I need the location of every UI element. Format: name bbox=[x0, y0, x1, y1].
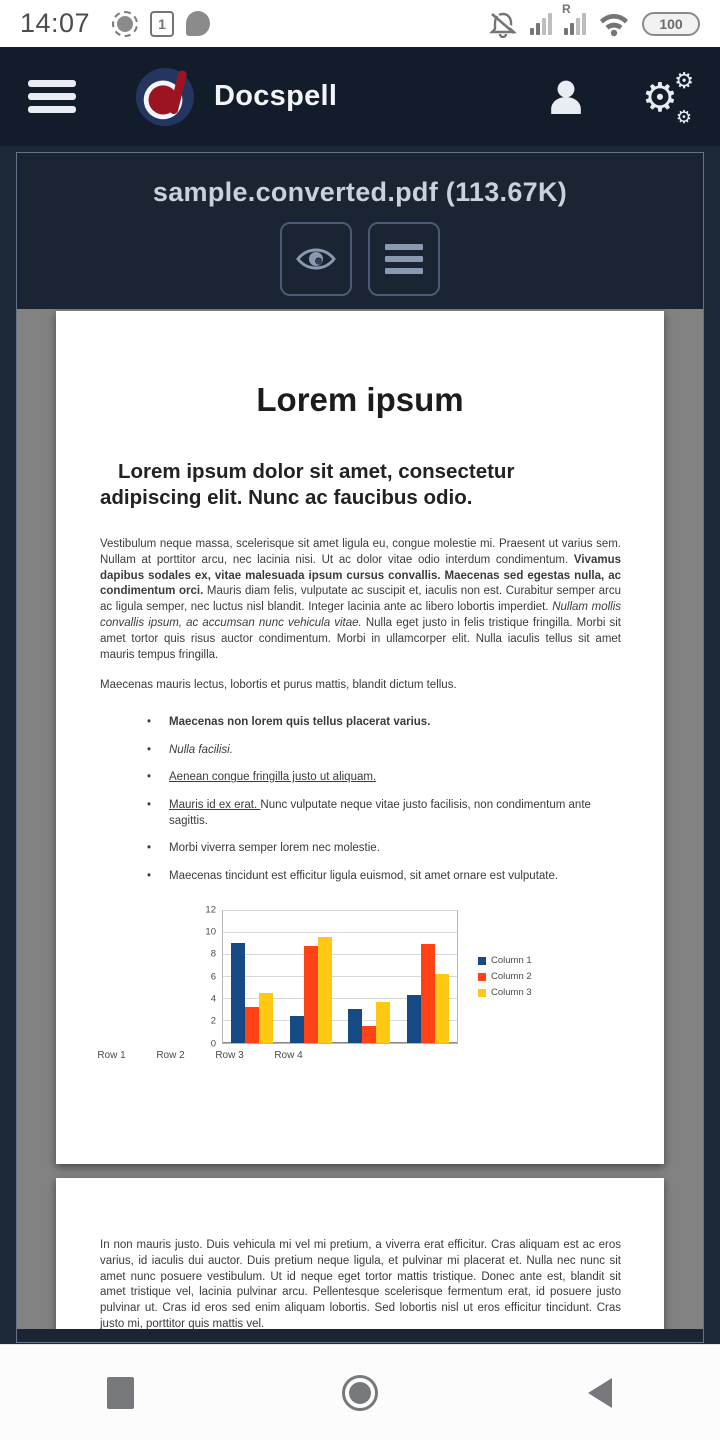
chart-y-tick: 10 bbox=[205, 926, 216, 938]
chart-y-tick: 4 bbox=[210, 993, 216, 1005]
chart-bar-group bbox=[340, 911, 399, 1043]
chart-y-tick: 12 bbox=[205, 904, 216, 916]
notification-icons bbox=[112, 11, 210, 37]
signal-bars-icon bbox=[530, 13, 552, 35]
chart-x-label: Row 4 bbox=[274, 1049, 303, 1061]
list-item: • Maecenas non lorem quis tellus placerat varius. bbox=[145, 714, 621, 730]
android-nav-bar bbox=[0, 1344, 720, 1440]
legend-item bbox=[478, 971, 532, 982]
list-item: • Nulla facilisi. bbox=[145, 742, 621, 758]
paragraph-1 bbox=[100, 537, 621, 663]
chart-bar bbox=[245, 1007, 259, 1042]
chart-bar bbox=[435, 974, 449, 1042]
pdf-page-2 bbox=[56, 1178, 664, 1329]
menu-list-button[interactable] bbox=[368, 222, 440, 296]
bell-muted-icon bbox=[488, 10, 518, 38]
user-icon[interactable] bbox=[548, 79, 584, 115]
legend-item bbox=[478, 955, 532, 966]
chart-bar bbox=[348, 1009, 362, 1043]
list-icon bbox=[385, 244, 423, 274]
list-item: • Mauris id ex erat. Nunc vulputate neque vitae justo facilisis, non condimentum ante sagittis. bbox=[145, 797, 621, 829]
chart-x-label: Row 2 bbox=[156, 1049, 185, 1061]
clock: 14:07 bbox=[20, 8, 91, 38]
chart-y-tick: 8 bbox=[210, 948, 216, 960]
chart-bar bbox=[407, 995, 421, 1042]
chart-y-tick: 2 bbox=[210, 1015, 216, 1027]
paragraph-text-italic: Nullam mollis convallis ipsum, ac accumsan nunc vehicula vitae. bbox=[100, 601, 622, 629]
document-title: Lorem ipsum bbox=[256, 381, 464, 418]
view-button[interactable] bbox=[280, 222, 352, 296]
status-bar bbox=[0, 0, 720, 47]
roaming-label: R bbox=[562, 1, 571, 16]
messenger-icon bbox=[186, 11, 210, 36]
chart-bar bbox=[421, 944, 435, 1043]
legend-label: Column 3 bbox=[491, 987, 532, 999]
attachment-panel bbox=[16, 152, 704, 1343]
battery-percent: 100 bbox=[659, 15, 683, 32]
file-name-label: sample.converted.pdf (113.67K) bbox=[152, 177, 568, 207]
pdf-page-1 bbox=[56, 311, 664, 1164]
chart-y-axis bbox=[196, 904, 222, 1050]
chart-y-tick: 0 bbox=[210, 1038, 216, 1050]
docspell-logo[interactable] bbox=[134, 66, 196, 128]
message-bubble-icon bbox=[112, 11, 138, 37]
calendar-day-1-icon: 1 bbox=[150, 11, 174, 37]
bar-chart bbox=[56, 904, 664, 1090]
chart-bar-group bbox=[399, 911, 458, 1043]
document-subtitle: Lorem ipsum dolor sit amet, consectetur adipiscing elit. Nunc ac faucibus odio. bbox=[100, 460, 515, 509]
paragraph-text-bold: Vivamus dapibus sodales ex, vitae malesuada ipsum cursus convallis. Maecenas sed egestas nulla, ac condimentum orci. bbox=[100, 553, 621, 598]
chart-bar-group bbox=[223, 911, 282, 1043]
back-triangle-icon[interactable] bbox=[588, 1378, 612, 1408]
wifi-icon bbox=[598, 11, 630, 37]
legend-label: Column 1 bbox=[491, 955, 532, 967]
roaming-signal-bars-icon bbox=[562, 1, 586, 35]
legend-label: Column 2 bbox=[491, 971, 532, 983]
recents-square-icon[interactable] bbox=[107, 1377, 134, 1409]
chart-bar bbox=[290, 1016, 304, 1042]
eye-icon bbox=[295, 243, 337, 275]
chart-bar-group bbox=[282, 911, 341, 1043]
chart-plot-area bbox=[222, 910, 458, 1044]
home-circle-icon[interactable] bbox=[342, 1375, 378, 1411]
chart-x-label: Row 1 bbox=[97, 1049, 126, 1061]
chart-bar bbox=[259, 993, 273, 1043]
paragraph-text: Nulla eget justo in felis tristique fringilla. Morbi sit amet tortor quis risus auctor condimentum. Morbi in ullamcorper elit. Nulla iaculis tellus sit amet mauris tempus fringilla. bbox=[100, 616, 621, 661]
list-item: • Aenean congue fringilla justo ut aliquam. bbox=[145, 769, 621, 785]
gears-icon[interactable]: ⚙ ⚙ ⚙ bbox=[642, 67, 694, 127]
chart-bar bbox=[376, 1002, 390, 1043]
list-item: • Maecenas tincidunt est efficitur ligula euismod, sit amet ornare est vulputate. bbox=[145, 868, 621, 884]
bullet-list bbox=[145, 714, 621, 884]
legend-swatch bbox=[478, 957, 486, 965]
chart-y-tick: 6 bbox=[210, 971, 216, 983]
paragraph-text: Mauris diam felis, vulputate ac suscipit et, iaculis non est. Curabitur semper arcu ac ligula semper, nec luctus nisl blandit. Integer lacinia ante ac libero lobortis imperdiet. bbox=[100, 585, 621, 614]
app-title: Docspell bbox=[214, 80, 338, 112]
system-status-icons bbox=[488, 1, 700, 38]
paragraph-text: Vestibulum neque massa, scelerisque sit amet ligula eu, congue molestie mi. Praesent ut varius sem. Nullam at porttitor arcu, nec lacinia nisi. Ut ac dolor vitae odio interdum condimentum. bbox=[100, 538, 621, 566]
chart-bar bbox=[304, 946, 318, 1043]
pdf-toolbar bbox=[17, 153, 703, 309]
legend-swatch bbox=[478, 973, 486, 981]
chart-bar bbox=[231, 943, 245, 1043]
hamburger-icon[interactable] bbox=[28, 80, 76, 113]
battery-icon bbox=[642, 12, 700, 36]
chart-x-labels bbox=[82, 1050, 318, 1061]
chart-x-label: Row 3 bbox=[215, 1049, 244, 1061]
page2-paragraph: In non mauris justo. Duis vehicula mi vel mi pretium, a viverra erat efficitur. Cras aliquam est ac eros varius, id iaculis dui auctor. Duis pretium neque ligula, et pulvinar mi placerat et. Nulla nec nunc sit amet nunc posuere vestibulum. Ut id neque eget tortor mattis tristique. Donec ante est, blandit sit amet tristique vel, lacinia pulvinar arcu. Pellentesque scelerisque fermentum erat, id posuere justo pulvinar ut. Cras id eros sed enim aliquam lobortis. Sed lobortis nisl ut eros efficitur tincidunt. Cras justo mi, porttitor quis mattis vel. bbox=[100, 1239, 621, 1329]
paragraph-2: Maecenas mauris lectus, lobortis et purus mattis, blandit dictum tellus. bbox=[100, 679, 457, 692]
legend-item bbox=[478, 987, 532, 998]
pdf-viewer-scroll-area[interactable] bbox=[17, 309, 703, 1329]
list-item: • Morbi viverra semper lorem nec molestie. bbox=[145, 840, 621, 856]
chart-bar bbox=[318, 937, 332, 1043]
chart-bar bbox=[362, 1026, 376, 1043]
app-header bbox=[0, 47, 720, 146]
chart-legend bbox=[478, 910, 532, 1044]
legend-swatch bbox=[478, 989, 486, 997]
